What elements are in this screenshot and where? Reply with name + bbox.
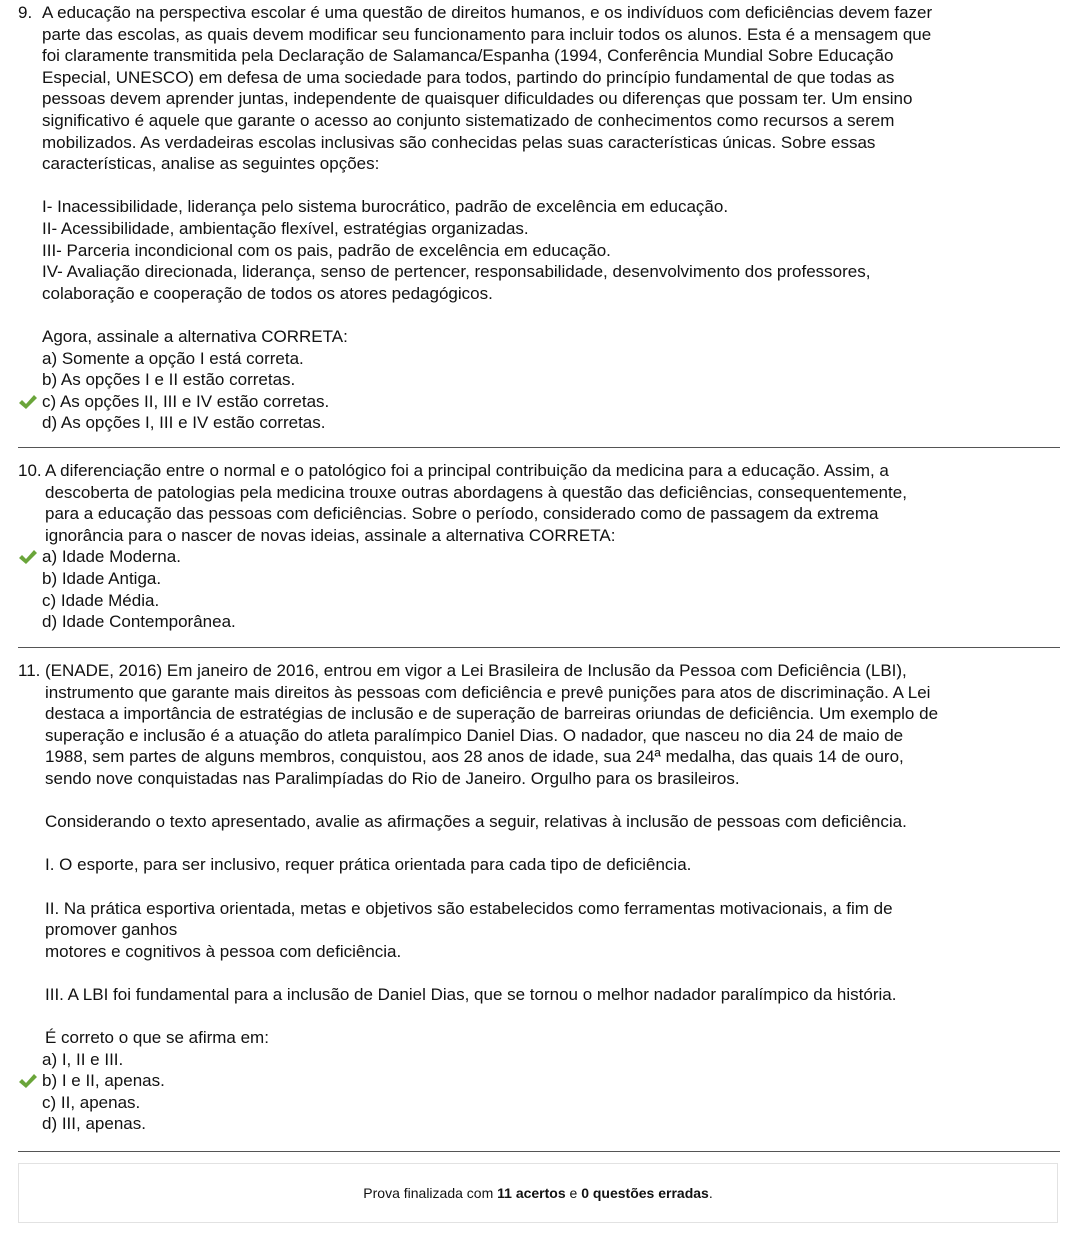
text-line: 1988, sem partes de alguns membros, conquistou, aos 28 anos de idade, sua 24ª medalha, das quais 14 de ouro,: [45, 747, 904, 767]
separator: [18, 647, 1060, 648]
text-line: parte das escolas, as quais devem modificar seu funcionamento para incluir todos os alunos. Esta é a mensagem que: [42, 24, 932, 44]
statement-list: [18, 196, 1060, 304]
summary-suffix: .: [708, 1185, 713, 1201]
statement: II- Acessibilidade, ambientação flexível, estratégias organizadas.: [42, 218, 529, 238]
checkmark-icon: [18, 548, 38, 566]
option-d: [42, 1113, 1060, 1135]
option-list: [15, 1049, 1060, 1135]
statement: III- Parceria incondicional com os pais, padrão de excelência em educação.: [42, 240, 611, 260]
question-11: [18, 660, 1060, 1135]
result-summary: [18, 1163, 1058, 1223]
option-list: [18, 348, 1060, 434]
option-c-correct: [42, 391, 1060, 413]
option-label: d) Idade Contemporânea.: [42, 612, 236, 632]
statement: I- Inacessibilidade, liderança pelo sistema burocrático, padrão de excelência em educação.: [42, 197, 729, 217]
question-text: [18, 660, 1060, 790]
text-line: descoberta de patologias pela medicina trouxe outras abordagens à questão das deficiências, consequentemente,: [45, 482, 907, 502]
option-label: b) I e II, apenas.: [42, 1071, 165, 1091]
option-b: [42, 568, 1060, 590]
option-d: [42, 611, 1060, 633]
option-label: c) Idade Média.: [42, 590, 160, 610]
option-label: a) Somente a opção I está correta.: [42, 348, 304, 368]
question-10: [18, 460, 1060, 633]
question-prompt: É correto o que se afirma em:: [45, 1028, 269, 1048]
statement: IV- Avaliação direcionada, liderança, senso de pertencer, responsabilidade, desenvolvimento dos professores,: [42, 262, 871, 282]
statement-2: [18, 898, 1060, 963]
question-text: [18, 2, 1060, 175]
text-line: A diferenciação entre o normal e o patológico foi a principal contribuição da medicina para a educação. Assim, a: [45, 461, 889, 480]
option-label: b) As opções I e II estão corretas.: [42, 370, 296, 390]
option-label: d) III, apenas.: [42, 1114, 146, 1134]
question-number: 9.: [18, 3, 33, 22]
text-line: características, analise as seguintes opções:: [42, 154, 380, 174]
text-line: (ENADE, 2016) Em janeiro de 2016, entrou em vigor a Lei Brasileira de Inclusão da Pessoa com Deficiência (LBI),: [45, 661, 907, 680]
statement: colaboração e cooperação de todos os atores pedagógicos.: [42, 283, 493, 303]
text-line: motores e cognitivos à pessoa com deficiência.: [45, 941, 402, 961]
correct-count: 11 acertos: [497, 1185, 566, 1201]
text-line: para a educação das pessoas com deficiências. Sobre o período, considerado como de passagem da extrema: [45, 504, 879, 524]
question-text: [18, 460, 1060, 546]
text-line: pessoas devem aprender juntas, independente de quaisquer dificuldades ou diferenças que possam ter. Um ensino: [42, 89, 913, 109]
option-a-correct: [42, 546, 1060, 568]
text-line: A educação na perspectiva escolar é uma questão de direitos humanos, e os indivíduos com deficiências devem fazer: [42, 3, 933, 22]
text-line: superação e inclusão é a atuação do atleta paralímpico Daniel Dias. O nadador, que nasceu no dia 24 de maio de: [45, 725, 904, 745]
text-line: ignorância para o nascer de novas ideias, assinale a alternativa CORRETA:: [45, 525, 616, 545]
checkmark-icon: [18, 1072, 38, 1090]
statement-3: III. A LBI foi fundamental para a inclusão de Daniel Dias, que se tornou o melhor nadador paralímpico da história.: [45, 984, 897, 1004]
question-number: 10.: [18, 461, 42, 480]
summary-prefix: Prova finalizada com: [363, 1185, 494, 1201]
text-line: destaca a importância de estratégias de inclusão e de superação de barreiras oriundas de deficiência. Um exemplo de: [45, 704, 939, 724]
text-line: mobilizados. As verdadeiras escolas inclusivas são conhecidas pelas suas características únicas. Sobre essas: [42, 132, 876, 152]
text-line: significativo é aquele que garante o acesso ao conjunto sistematizado de conhecimentos como recursos a serem: [42, 110, 895, 130]
separator: [18, 1151, 1060, 1152]
option-label: a) Idade Moderna.: [42, 547, 181, 567]
question-number: 11.: [18, 661, 41, 680]
text-line: foi claramente transmitida pela Declaração de Salamanca/Espanha (1994, Conferência Mundial Sobre Educação: [42, 46, 894, 66]
text-line: II. Na prática esportiva orientada, metas e objetivos são estabelecidos como ferramentas motivacionais, a fim de: [45, 898, 893, 918]
option-label: d) As opções I, III e IV estão corretas.: [42, 413, 326, 433]
option-label: c) II, apenas.: [42, 1092, 141, 1112]
option-c: [42, 590, 1060, 612]
text-line: Especial, UNESCO) em defesa de uma sociedade para todos, partindo do princípio fundamental de que todas as: [42, 67, 895, 87]
option-list: [15, 546, 1060, 632]
checkmark-icon: [18, 393, 38, 411]
question-prompt: Agora, assinale a alternativa CORRETA:: [42, 326, 348, 346]
option-a: [42, 348, 1060, 370]
text-line: sendo nove conquistadas nas Paralimpíadas do Rio de Janeiro. Orgulho para os brasileiros.: [45, 768, 740, 788]
text-line: instrumento que garante mais direitos às pessoas com deficiência e prevê punições para atos de discriminação. A Lei: [45, 682, 931, 702]
summary-middle: e: [569, 1185, 578, 1201]
option-a: [42, 1049, 1060, 1071]
statement-1: I. O esporte, para ser inclusivo, requer prática orientada para cada tipo de deficiência.: [45, 855, 692, 875]
text-line: promover ganhos: [45, 920, 178, 940]
question-9: [18, 2, 1060, 434]
option-label: c) As opções II, III e IV estão corretas.: [42, 391, 330, 411]
option-b-correct: [42, 1070, 1060, 1092]
option-label: b) Idade Antiga.: [42, 568, 162, 588]
option-b: [42, 369, 1060, 391]
option-d: [42, 412, 1060, 434]
wrong-count: 0 questões erradas: [581, 1185, 709, 1201]
separator: [18, 447, 1060, 448]
option-label: a) I, II e III.: [42, 1049, 124, 1069]
consider-text: Considerando o texto apresentado, avalie as afirmações a seguir, relativas à inclusão de pessoas com deficiência.: [45, 812, 907, 832]
option-c: [42, 1092, 1060, 1114]
